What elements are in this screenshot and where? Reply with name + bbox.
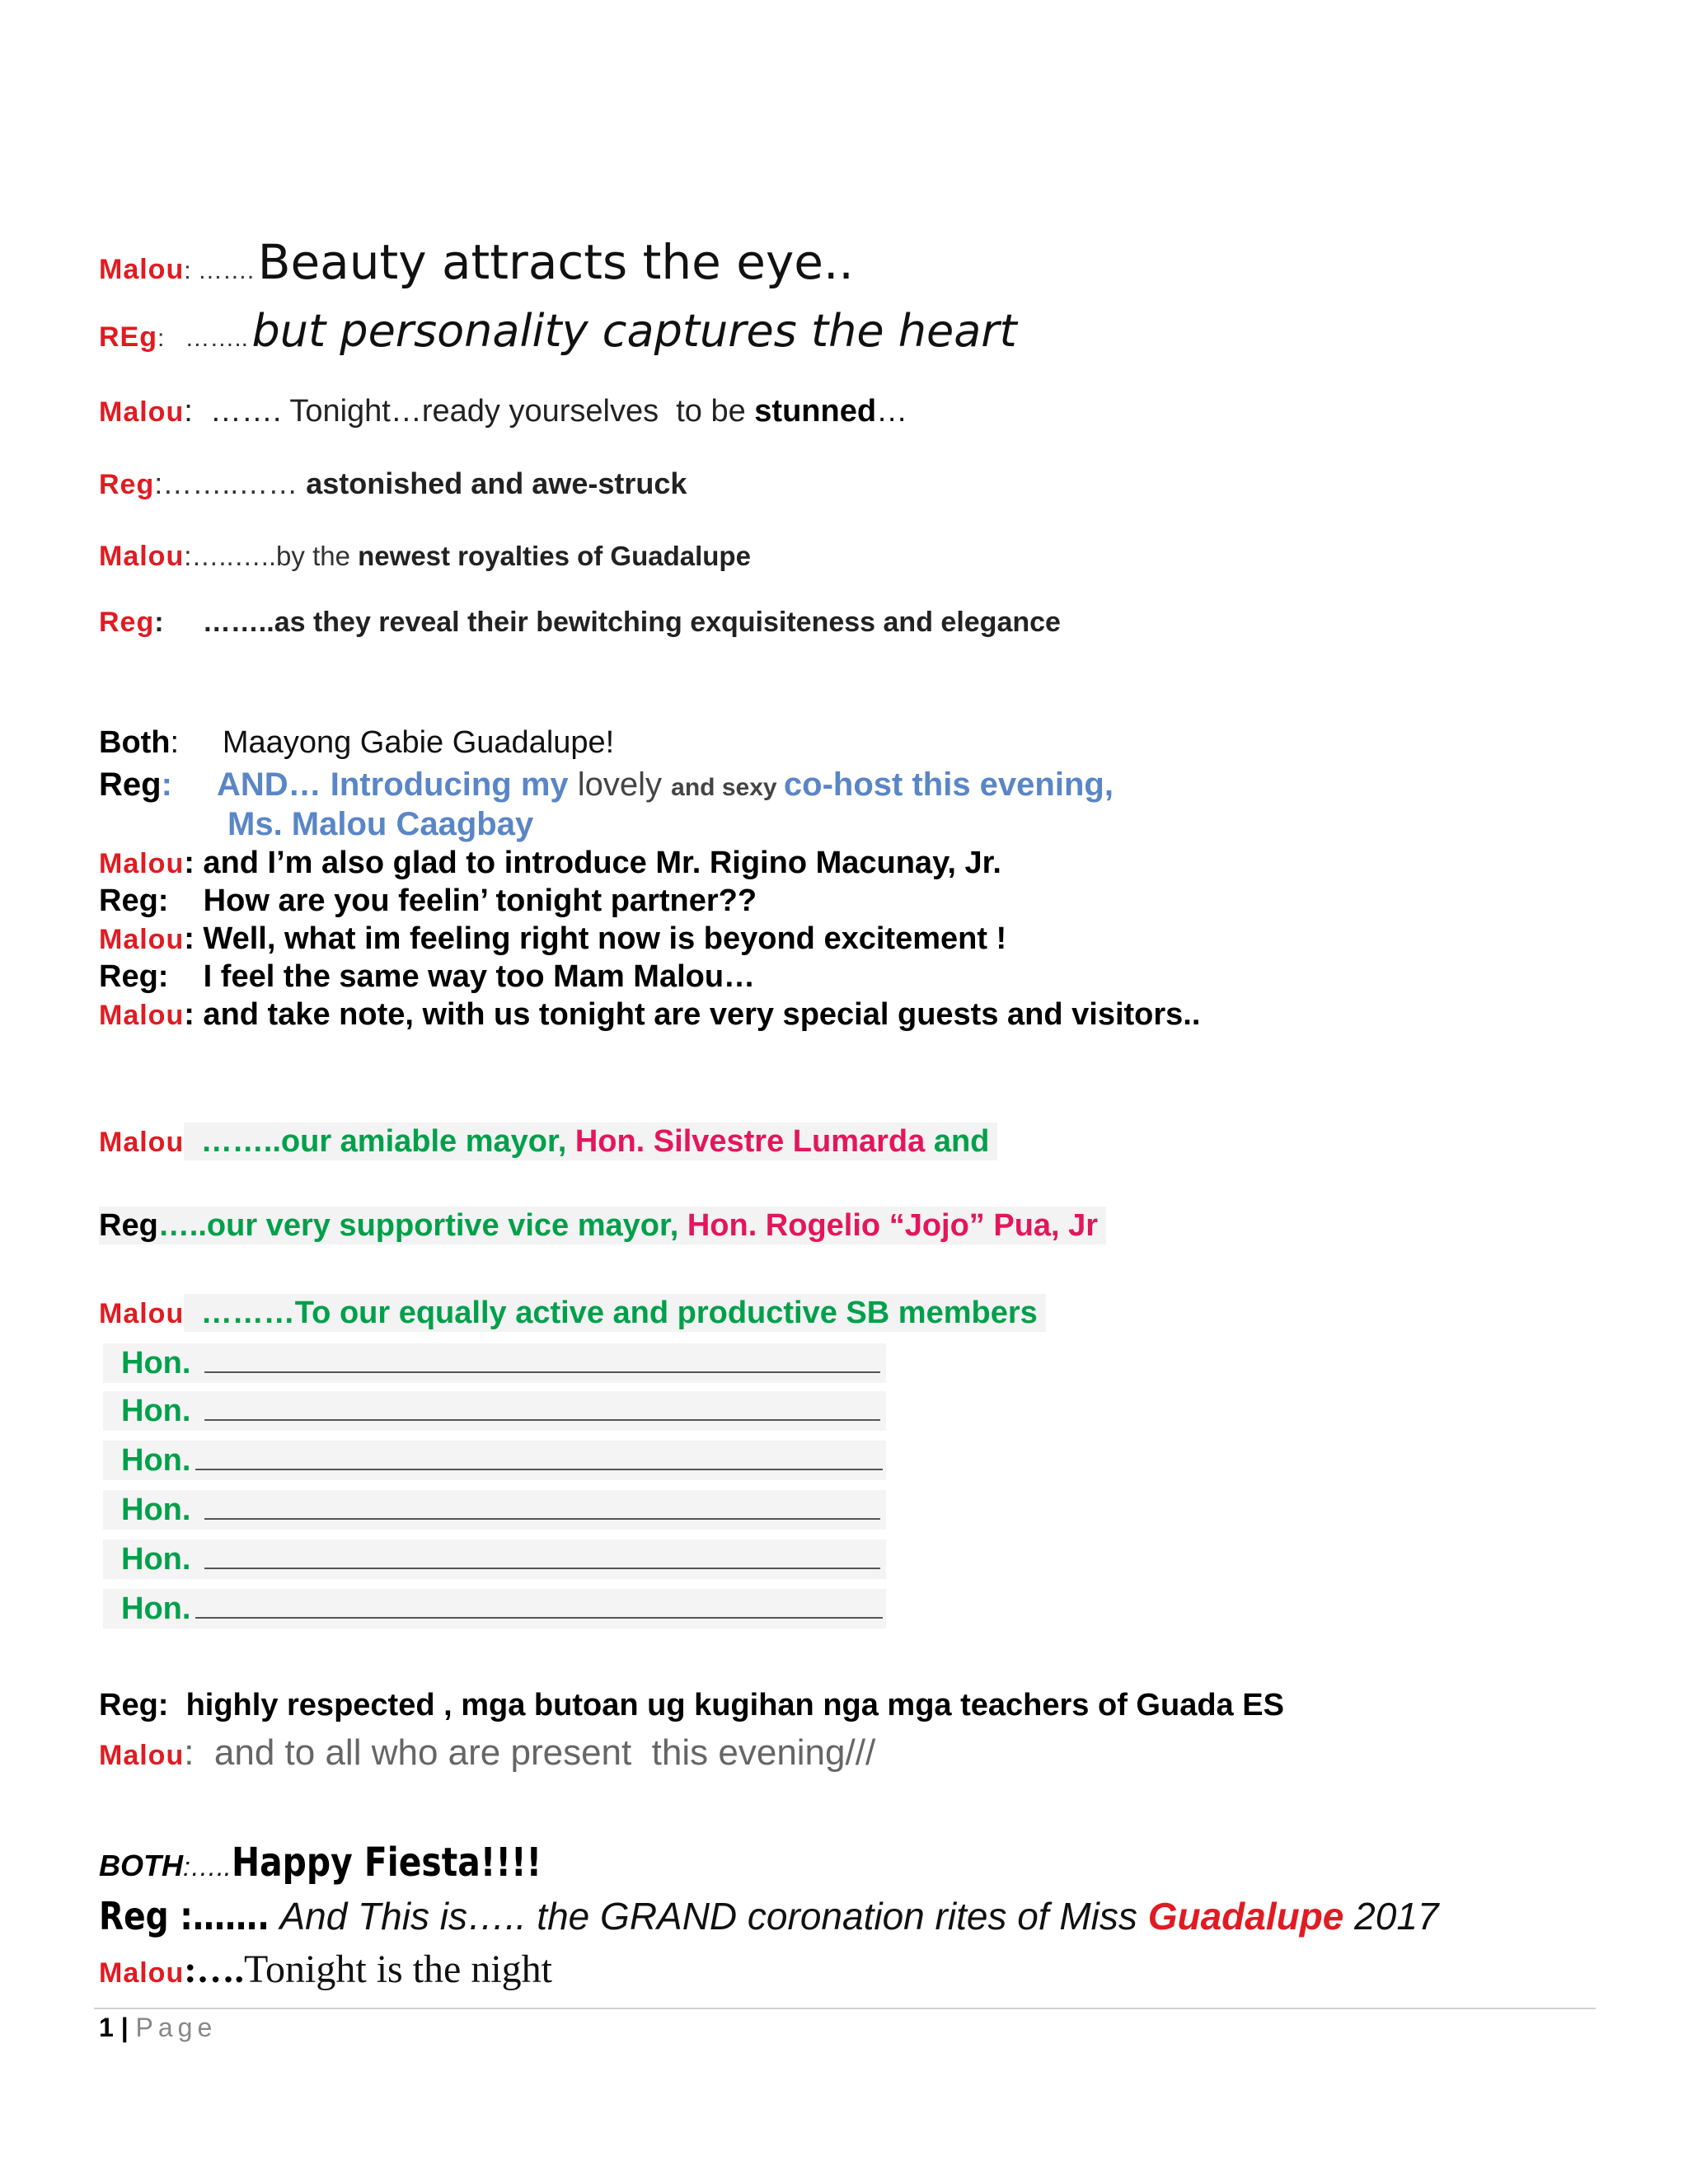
line-text-c: and (925, 1124, 990, 1159)
script-line-12 (99, 921, 1006, 957)
line-sep: : (161, 766, 217, 803)
line-text: Maayong Gabie Guadalupe! (222, 725, 615, 760)
speaker-reg: Reg (99, 1208, 158, 1243)
script-line-15 (99, 1124, 997, 1160)
speaker-malou: Malou (99, 1957, 185, 1989)
line-dots: :….. (183, 1852, 232, 1882)
speaker-reg: Reg :……. (99, 1894, 270, 1938)
hon-blank-5: Hon. (103, 1540, 886, 1579)
line-text-a: …..our very supportive vice mayor, (157, 1208, 687, 1243)
script-line-6 (99, 607, 1061, 639)
hon-blank-4: Hon. (103, 1490, 886, 1530)
speaker-reg: REg (99, 321, 157, 353)
vice-mayor-name: Hon. Rogelio “Jojo” Pua, Jr (687, 1208, 1099, 1243)
line-bold-text: stunned (754, 394, 877, 429)
line-text-a: ……..our amiable mayor, (192, 1124, 575, 1159)
speaker-malou: Malou (99, 1000, 185, 1031)
footer-rule (94, 2008, 1596, 2009)
line-dots: : …….. (157, 325, 249, 352)
speaker-both: Both (99, 725, 171, 760)
line-text: : and I’m also glad to introduce Mr. Rigino Macunay, Jr. (184, 846, 1001, 880)
mayor-name: Hon. Silvestre Lumarda (574, 1124, 926, 1159)
line-sep: : (184, 1732, 214, 1773)
script-line-8 (99, 766, 1114, 804)
speaker-reg: Reg (99, 1688, 158, 1722)
line-sep: : (170, 725, 223, 760)
speaker-both: BOTH (99, 1849, 183, 1882)
co-host-name: Ms. Malou Caagbay (227, 806, 534, 842)
speaker-reg: Reg (99, 469, 155, 500)
line-text-d: co-host this evening, (783, 766, 1114, 803)
line-text-a: AND… Introducing my (216, 766, 578, 803)
line-text: : ……. Tonight…ready yourselves to be (184, 394, 755, 429)
script-line-21 (99, 1894, 1439, 1938)
script-line-18 (99, 1688, 1284, 1723)
script-line-4 (99, 466, 687, 501)
hon-blank-3: Hon. (103, 1441, 886, 1480)
script-line-5 (99, 541, 751, 573)
line-text: as they reveal their bewitching exquisiteness and elegance (274, 607, 1061, 638)
line-text: newest royalties of Guadalupe (358, 541, 751, 571)
script-line-2 (99, 305, 1017, 357)
line-text: : How are you feelin’ tonight partner?? (157, 883, 757, 918)
speaker-malou: Malou (99, 254, 185, 285)
script-line-7 (99, 725, 614, 761)
line-text: : Well, what im feeling right now is beyond excitement ! (184, 921, 1007, 956)
script-line-22 (99, 1947, 552, 1992)
line-text: : and take note, with us tonight are very special guests and visitors.. (184, 997, 1201, 1032)
page-label: Page (135, 2013, 218, 2042)
line-text: but personality captures the heart (251, 305, 1017, 357)
line-text-c: 2017 (1343, 1895, 1439, 1938)
page-footer (99, 2013, 217, 2043)
speaker-malou: Malou (99, 1127, 185, 1158)
line-text-a: And This is….. the GRAND coronation rites of Miss (279, 1895, 1148, 1938)
line-end: … (876, 394, 908, 429)
line-dots: :…..…..by the (184, 541, 359, 571)
line-text: Happy Fiesta!!!! (231, 1840, 542, 1886)
speaker-malou: Malou (99, 396, 185, 428)
page-number: 1 (99, 2013, 114, 2042)
script-line-16 (99, 1208, 1106, 1244)
line-dots: : …….. (154, 607, 274, 638)
line-text: astonished and awe-struck (298, 466, 687, 500)
line-text: : highly respected , mga butoan ug kugihan nga mga teachers of Guada ES (157, 1688, 1284, 1722)
line-dots: : ……. (184, 257, 255, 284)
script-line-20 (99, 1840, 596, 1886)
speaker-reg: Reg (99, 883, 158, 918)
line-text-a: ………To our equally active and productive SB members (192, 1296, 1038, 1330)
line-text-c: and sexy (671, 774, 784, 801)
line-dots: :……..…… (154, 466, 298, 500)
line-text: : I feel the same way too Mam Malou… (157, 959, 756, 994)
line-text: and to all who are present this evening/// (213, 1732, 876, 1773)
line-text-b: Guadalupe (1147, 1895, 1344, 1938)
script-line-9 (227, 806, 533, 843)
script-line-11 (99, 883, 757, 919)
speaker-malou: Malou (99, 1298, 185, 1329)
line-dots: :…. (184, 1948, 245, 1990)
script-line-14 (99, 997, 1200, 1033)
script-line-10 (99, 846, 1001, 881)
speaker-malou: Malou (99, 541, 185, 572)
script-line-17 (99, 1296, 1046, 1331)
speaker-reg: Reg (99, 607, 155, 638)
line-text: Tonight is the night (244, 1947, 553, 1991)
line-text-b: lovely (577, 766, 672, 803)
script-line-1 (99, 234, 854, 290)
script-line-19 (99, 1732, 875, 1774)
speaker-malou: Malou (99, 924, 185, 955)
hon-blank-1: Hon. (103, 1343, 886, 1383)
line-text: Beauty attracts the eye.. (257, 234, 854, 290)
script-line-3 (99, 394, 907, 429)
speaker-malou: Malou (99, 1740, 185, 1771)
footer-separator: | (113, 2013, 136, 2042)
speaker-reg: Reg (99, 766, 162, 803)
speaker-malou: Malou (99, 848, 185, 879)
speaker-reg: Reg (99, 959, 158, 994)
hon-blank-6: Hon. (103, 1589, 886, 1629)
hon-blank-2: Hon. (103, 1391, 886, 1431)
script-line-13 (99, 959, 755, 995)
